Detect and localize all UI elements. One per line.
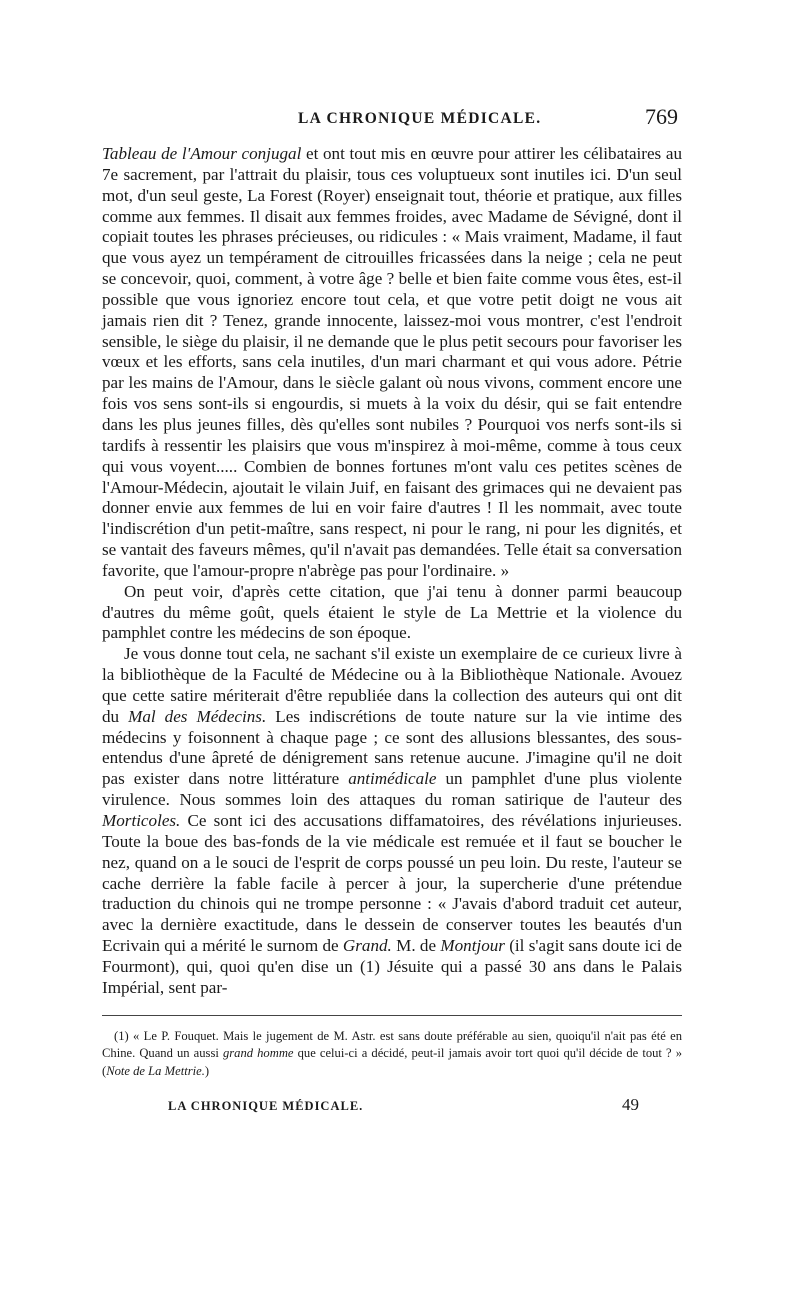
italic-montjour: Montjour [440,936,505,956]
footnote-italic-grand-homme: grand homme [222,1046,294,1061]
italic-mal-des-medecins: Mal des Médecins. [128,706,267,726]
footer-running-title: LA CHRONIQUE MÉDICALE. [168,1098,364,1113]
paragraph-1 [102,144,682,582]
paragraph-3-text-e: M. de [391,936,441,956]
running-title: LA CHRONIQUE MÉDICALE. [298,110,542,127]
footnote [102,1028,682,1081]
page-number: 769 [645,104,678,129]
footnote-divider [102,1015,682,1016]
paragraph-3-text-b: Les indiscrétions de toute nature sur la vie intime des médecins y foisonnent à chaque page ; ce sont des allusions blessantes, des sous-entendus d'une âpreté de dénigrement sans retenue aucune. J'imagine qu'il ne doit pas exister dans notre littérature [102,706,682,789]
footnote-text-a: (1) « Le P. Fouquet. Mais le jugement de M. Astr. est sans doute préférable au sien, quoiqu'il n'ait pas été en Chine. Quand un aussi [102,1028,682,1061]
signature-mark: 49 [622,1094,639,1114]
footnote-italic-note: Note de La Mettrie. [106,1064,205,1079]
document-page [102,104,682,1119]
footnote-text-b: que celui-ci a décidé, peut-il jamais avoir tort quoi qu'il décide de tout ? » ( [102,1046,682,1079]
body-text [102,144,682,999]
paragraph-1-text: et ont tout mis en œuvre pour attirer les célibataires au 7e sacrement, par l'attrait du plaisir, tous ces voluptueux sont inutiles ici. D'un seul mot, d'un seul geste, La Forest (Royer) enseignait tout, théorie et pratique, aux filles comme aux femmes. Il disait aux femmes froides, avec Madame de Sévigné, dont il copiait toutes les phrases précieuses, ou ridicules : « Mais vraiment, Madame, il faut que vous ayez un tempérament de citrouilles fricassées dans la neige ; cela ne peut se concevoir, quoi, comment, à votre âge ? belle et bien faite comme vous êtes, est-il possible que vous ignoriez encore tout cela, et que votre petit doigt ne vous ait jamais rien dit ? Tenez, grande innocente, laissez-moi vous montrer, c'est l'endroit sensible, le siège du plaisir, il ne demande que le plus petit secours pour favoriser les vœux et les efforts, sans cela inutiles, d'un mari charmant et qui vous adore. Pétrie par les mains de l'Amour, dans le siècle galant où nous vivons, comment encore une fois vos sens sont-ils si engourdis, si muets à la voix du désir, qui se fait entendre dans les plus jeunes filles, dès qu'elles sont nubiles ? Pourquoi vos nerfs sont-ils si tardifs à ressentir les plaisirs que vous m'inspirez à moi-même, comme à tous ceux qui vous voyent..... Combien de bonnes fortunes m'ont valu ces petites scènes de l'Amour-Médecin, ajoutait le vilain Juif, en faisant des grimaces qui ne devaient pas donner envie aux femmes de lui en voir faire d'autres ! Il les nommait, avec toute l'indiscrétion d'un petit-maître, sans respect, ni pour le rang, ni pour les dignités, et se vantait des faveurs mêmes, qu'il n'avait pas demandées. Telle était sa conversation favorite, que l'amour-propre n'abrège pas pour l'ordinaire. » [102,144,683,580]
italic-antimedicale: antimédicale [348,769,437,789]
paragraph-3-text-c: un pamphlet d'une plus violente virulence. Nous sommes loin des attaques du roman satirique de l'auteur des [102,769,682,810]
running-foot [102,1095,682,1119]
paragraph-3 [102,644,682,998]
footnote-text-c: ) [204,1064,210,1079]
paragraph-3-text-a: Je vous donne tout cela, ne sachant s'il existe un exemplaire de ce curieux livre à la bibliothèque de la Faculté de Médecine ou à la Bibliothèque Nationale. Avouez que cette satire mériterait d'être republiée dans la collection des auteurs qui ont dit du [102,644,682,726]
paragraph-2: On peut voir, d'après cette citation, que j'ai tenu à donner parmi beaucoup d'autres du même goût, quels étaient le style de La Mettrie et la violence du pamphlet contre les médecins de son époque. [102,581,682,643]
paragraph-3-text-f: (il s'agit sans doute ici de Fourmont), qui, quoi qu'en dise un (1) Jésuite qui a passé 30 ans dans le Palais Impérial, sent par- [102,936,682,997]
italic-book-title: Tableau de l'Amour conjugal [102,144,302,163]
italic-morticoles: Morticoles. [102,811,181,830]
running-head [102,104,682,144]
italic-grand: Grand. [342,936,392,956]
paragraph-3-text-d: Ce sont ici des accusations diffamatoires, des révélations injurieuses. Toute la boue des bas-fonds de la vie médicale est remuée et il faut se boucher le nez, quand on a le souci de l'esprit de corps poussé un peu loin. Du reste, l'auteur se cache derrière la fable facile à percer à jour, la supercherie d'une prétendue traduction du chinois qui ne trompe personne : « J'avais d'abord traduit cet auteur, avec la dernière exactitude, dans le dessein de conserver toutes les beautés d'un Ecrivain qui a mérité le surnom de [102,811,682,956]
